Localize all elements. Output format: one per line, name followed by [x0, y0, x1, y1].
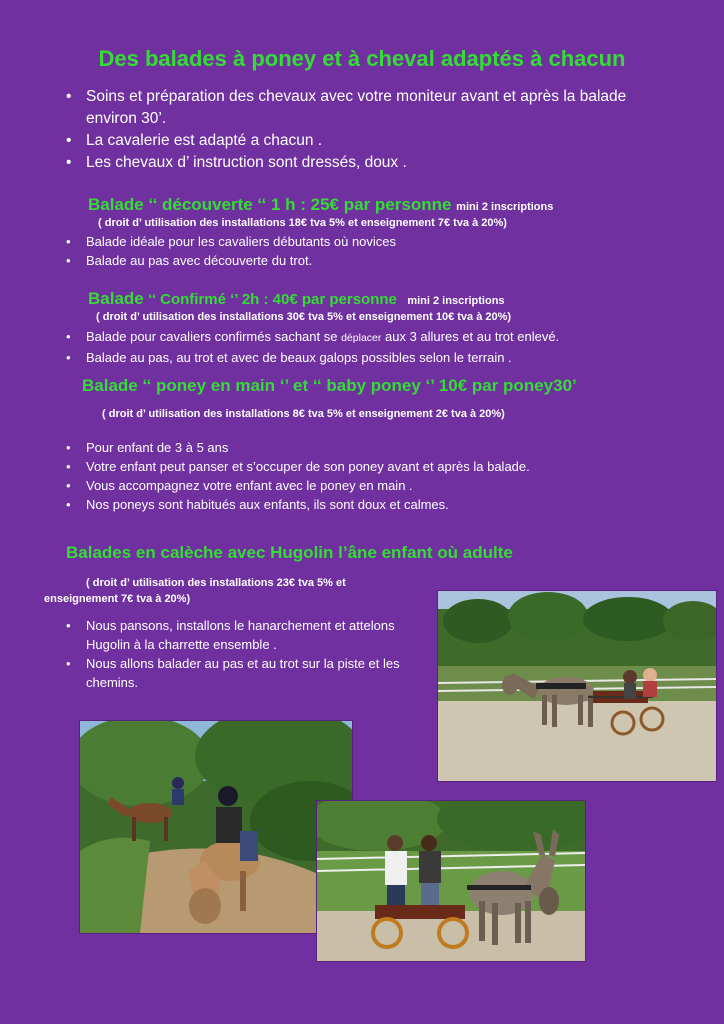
intro-item: • La cavalerie est adapté a chacun .: [64, 130, 664, 152]
decouverte-item: • Balade au pas avec découverte du trot.: [64, 251, 684, 270]
caleche-item: • Nous pansons, installons le hanarchement et attelons Hugolin à la charrette ensemble .: [64, 616, 424, 654]
confirme-item: • Balade au pas, au trot et avec de beaux galops possibles selon le terrain .: [64, 348, 704, 367]
decouverte-mini: mini 2 inscriptions: [456, 201, 554, 213]
confirme-note: ( droit d’ utilisation des installations 30€ tva 5% et enseignement 10€ tva à 20%): [96, 311, 512, 323]
caleche-item: • Nous allons balader au pas et au trot sur la piste et les chemins.: [64, 654, 424, 692]
confirme-item1-c: aux 3 allures et au trot enlevé.: [385, 329, 560, 344]
confirme-heading-b: ‘‘ Confirmé ‘’ 2h : 40€ par personne: [148, 291, 397, 308]
intro-list: [64, 86, 664, 174]
caleche-heading: Balades en calèche avec Hugolin l’âne enfant où adulte: [66, 543, 513, 562]
confirme-item1-a: Balade pour cavaliers confirmés sachant se: [86, 329, 338, 344]
caleche-list: [64, 616, 424, 692]
decouverte-heading-text: Balade ‘‘ découverte ‘‘ 1 h : 25€ par personne: [88, 195, 452, 214]
decouverte-item: • Balade idéale pour les cavaliers débutants où novices: [64, 232, 684, 251]
poney-note: ( droit d’ utilisation des installations 8€ tva 5% et enseignement 2€ tva à 20%): [102, 408, 505, 420]
confirme-mini: mini 2 inscriptions: [407, 295, 505, 307]
confirme-item1-b: déplacer: [341, 332, 382, 344]
page-title: Des balades à poney et à cheval adaptés à chacun: [98, 46, 626, 71]
confirme-list: [64, 327, 704, 367]
poney-item: • Votre enfant peut panser et s’occuper de son poney avant et après la balade.: [64, 457, 704, 476]
donkey-cart-riders-photo: [316, 800, 586, 962]
caleche-note-1: ( droit d’ utilisation des installations 23€ tva 5% et: [86, 577, 346, 589]
confirme-heading: [88, 289, 505, 309]
donkey-cart-arena-photo: [437, 590, 717, 782]
intro-item: • Les chevaux d’ instruction sont dressés, doux .: [64, 152, 664, 174]
poney-item: • Pour enfant de 3 à 5 ans: [64, 438, 704, 457]
decouverte-list: [64, 232, 684, 270]
poney-list: [64, 438, 704, 514]
poney-item: • Vous accompagnez votre enfant avec le poney en main .: [64, 476, 704, 495]
poney-item: • Nos poneys sont habitués aux enfants, ils sont doux et calmes.: [64, 495, 704, 514]
confirme-item: [64, 327, 704, 348]
decouverte-heading: [88, 195, 553, 215]
caleche-note-2: enseignement 7€ tva à 20%): [44, 593, 191, 605]
decouverte-note: ( droit d’ utilisation des installations 18€ tva 5% et enseignement 7€ tva à 20%): [98, 217, 507, 229]
confirme-heading-a: Balade: [88, 289, 144, 308]
intro-item: • Soins et préparation des chevaux avec votre moniteur avant et après la balade environ 30’.: [64, 86, 664, 130]
poney-heading: Balade ‘‘ poney en main ‘’ et ‘‘ baby poney ‘’ 10€ par poney30’: [82, 376, 577, 395]
pony-forest-ride-photo: [79, 720, 353, 934]
